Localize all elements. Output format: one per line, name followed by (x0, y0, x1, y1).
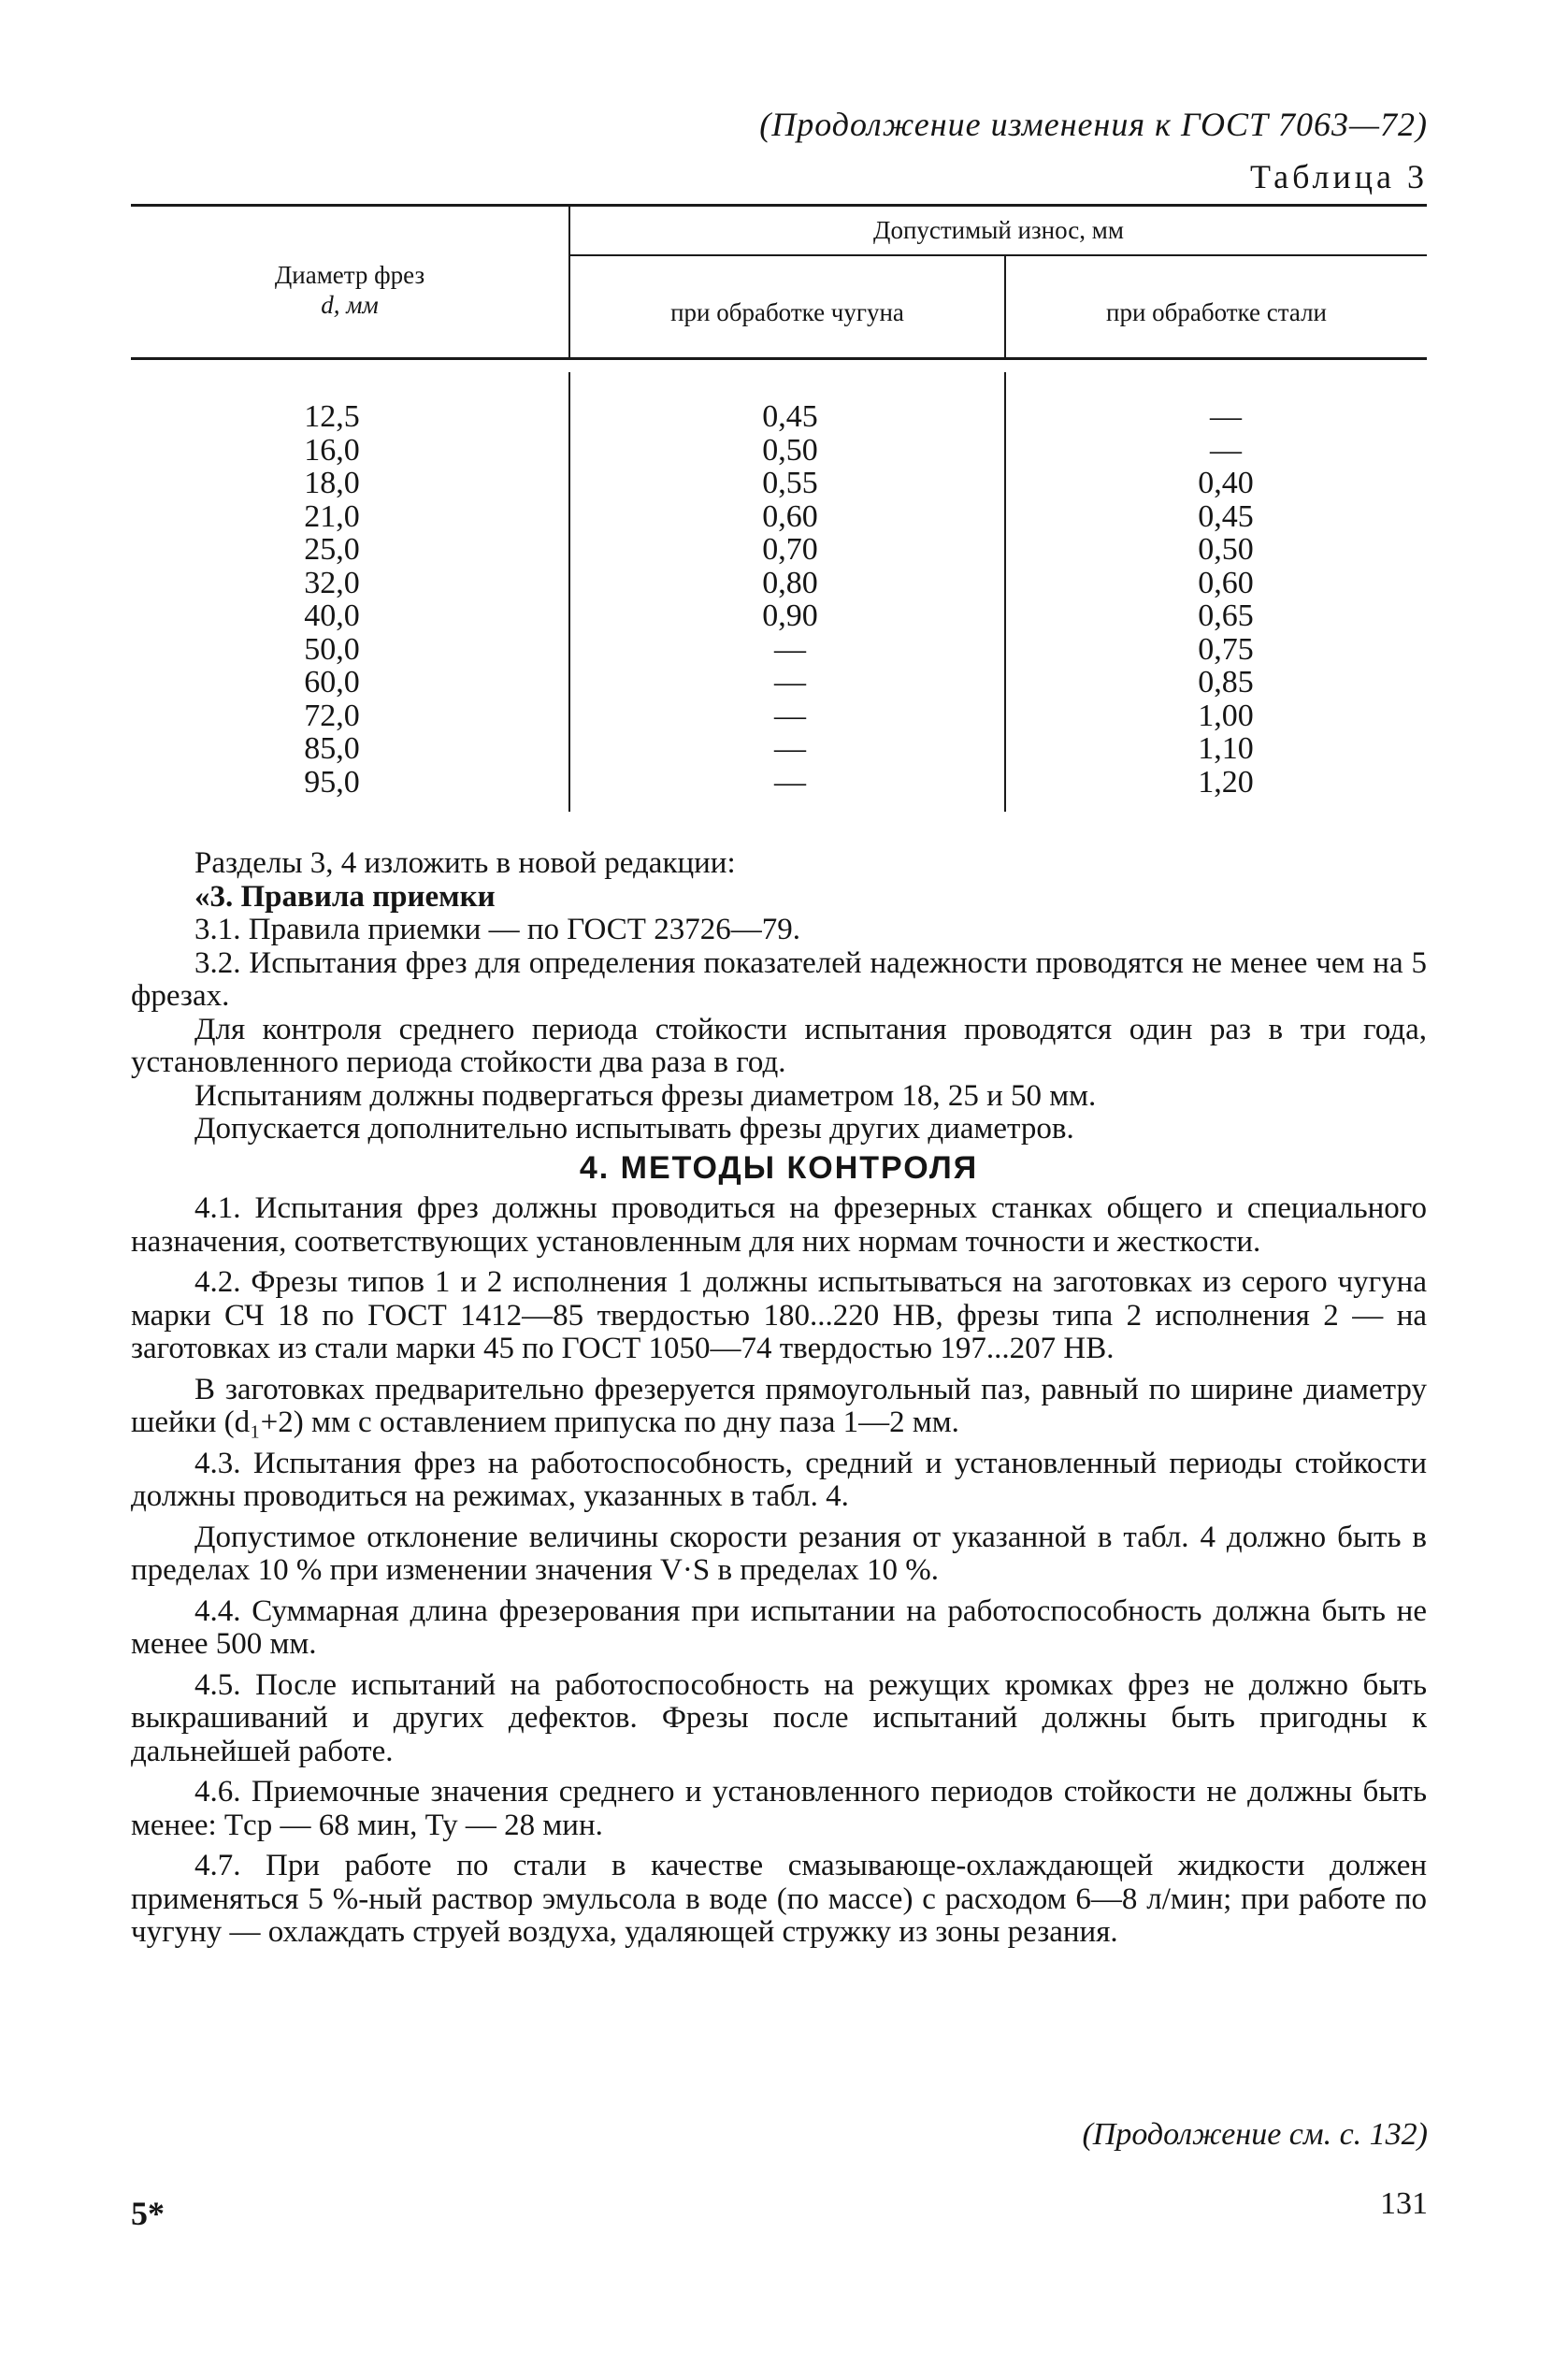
table-cell: 0,60 (762, 498, 818, 534)
table-cell: 0,50 (762, 432, 818, 468)
table-cell: 25,0 (304, 532, 360, 567)
paragraph-4-5: 4.5. После испытаний на работоспособность на режущих кромках фрез не должно быть выкрашиваний и других дефектов. Фрезы после испытаний должны быть пригодны к дальнейшей работе. (131, 1667, 1427, 1768)
col-diameter-header-line1: Диаметр фрез (274, 261, 425, 289)
col-diameter-header (131, 260, 568, 320)
table-cell: 95,0 (304, 764, 360, 800)
footer-continuation: (Продолжение см. с. 132) (1082, 2117, 1428, 2152)
paragraph-3-2: 3.2. Испытания фрез для определения показателей надежности проводятся не менее чем на 5 фрезах. (131, 945, 1427, 1013)
table-cell: 72,0 (304, 698, 360, 733)
table-vrule-1-body (568, 372, 570, 812)
table-cell: 12,5 (304, 399, 360, 434)
table-cell: 0,45 (1198, 498, 1254, 534)
table-cell: 60,0 (304, 665, 360, 699)
paragraph-4-2-groove: В заготовках предварительно фрезеруется прямоугольный паз, равный по ширине диаметру шейки (d₁+2) мм с оставлением припуска по дну паза 1—2 мм. (131, 1372, 1427, 1439)
table-top-rule (131, 204, 1427, 207)
table-cell: 1,10 (1198, 731, 1254, 766)
table-cell: — (774, 698, 806, 733)
table-cell: 21,0 (304, 498, 360, 534)
paragraph-4-3: 4.3. Испытания фрез на работоспособность, средний и установленный периоды стойкости должны проводиться на режимах, указанных в табл. 4. (131, 1446, 1427, 1513)
table-cell: 50,0 (304, 631, 360, 667)
table-cell: 0,85 (1198, 665, 1254, 699)
paragraph-3-1: 3.1. Правила приемки — по ГОСТ 23726—79. (194, 913, 800, 946)
table-cell: 16,0 (304, 432, 360, 468)
paragraph-4-2: 4.2. Фрезы типов 1 и 2 исполнения 1 должны испытываться на заготовках из серого чугуна марки СЧ 18 по ГОСТ 1412—85 твердостью 180...220 НВ, фрезы типа 2 исполнения 2 — на заготовках из стали марки 45 по ГОСТ 1050—74 твердостью 197...207 НВ. (131, 1265, 1427, 1365)
table-cell: 1,20 (1198, 764, 1254, 800)
table-cell: 0,70 (762, 532, 818, 567)
paragraph-3-2-additional: Допускается дополнительно испытывать фрезы других диаметров. (194, 1112, 1074, 1146)
table-cell: 85,0 (304, 731, 360, 766)
col-cast-iron-header: при обработке чугуна (670, 298, 904, 326)
table-cell: 0,45 (762, 399, 818, 434)
table-header-rule (131, 357, 1427, 360)
table-cell: 0,60 (1198, 565, 1254, 600)
table-cell: 1,00 (1198, 698, 1254, 733)
group-header: Допустимый износ, мм (873, 216, 1124, 244)
table-cell: 0,75 (1198, 631, 1254, 667)
page-number: 131 (1380, 2186, 1428, 2221)
paragraph-3-2-tests: Испытаниям должны подвергаться фрезы диаметром 18, 25 и 50 мм. (194, 1078, 1097, 1113)
table-cell: 0,65 (1198, 598, 1254, 633)
table-label: Таблица 3 (1250, 158, 1428, 195)
paragraph-4-1: 4.1. Испытания фрез должны проводиться на фрезерных станках общего и специального назначения, соответствующих установленным для них нормам точности и жесткости. (131, 1191, 1427, 1259)
col-diameter-values (281, 400, 383, 799)
signature-mark: 5* (131, 2195, 165, 2232)
table-cell: — (774, 631, 806, 667)
paragraph-3-2-control: Для контроля среднего периода стойкости испытания проводятся один раз в три года, установленного периода стойкости два раза в год. (131, 1012, 1427, 1079)
paragraph-4-7: 4.7. При работе по стали в качестве смазывающе-охлаждающей жидкости должен применяться 5 %-ный раствор эмульсола в воде (по массе) с расходом 6—8 л/мин; при работе по чугуну — охлаждать струей воздуха, удаляющей стружку из зоны резания. (131, 1849, 1427, 1949)
table-cell: — (774, 731, 806, 766)
table-cell: 0,40 (1198, 466, 1254, 500)
section-3-title: «3. Правила приемки (194, 879, 496, 914)
paragraph-4-6: 4.6. Приемочные значения среднего и установленного периодов стойкости не должны быть менее: Tср — 68 мин, Ту — 28 мин. (131, 1775, 1427, 1842)
paragraph-intro: Разделы 3, 4 изложить в новой редакции: (194, 846, 736, 880)
table-group-rule (568, 254, 1427, 256)
table-cell: — (1210, 399, 1242, 434)
table-cell: 0,90 (762, 598, 818, 633)
table-cell: 18,0 (304, 466, 360, 500)
section-4-title: 4. МЕТОДЫ КОНТРОЛЯ (579, 1149, 979, 1186)
table-cell: — (774, 764, 806, 800)
col-steel-header: при обработке стали (1106, 298, 1327, 326)
paragraph-4-4: 4.4. Суммарная длина фрезерования при испытании на работоспособность должна быть не менее 500 мм. (131, 1593, 1427, 1661)
table-cell: 0,80 (762, 565, 818, 600)
table-cell: — (1210, 432, 1242, 468)
paragraph-4-3-deviation: Допустимое отклонение величины скорости резания от указанной в табл. 4 должно быть в пределах 10 % при изменении значения V·S в пределах 10 %. (131, 1520, 1427, 1587)
col-cast-iron-values (739, 400, 842, 799)
table-cell: — (774, 665, 806, 699)
table-cell: 0,50 (1198, 532, 1254, 567)
table-vrule-2-body (1004, 372, 1006, 812)
header-continuation: (Продолжение изменения к ГОСТ 7063—72) (759, 106, 1428, 143)
table-cell: 40,0 (304, 598, 360, 633)
table-cell: 0,55 (762, 466, 818, 500)
col-steel-values (1174, 400, 1277, 799)
body-text (131, 847, 1427, 1950)
table-cell: 32,0 (304, 565, 360, 600)
col-diameter-header-line2: d, мм (321, 291, 379, 319)
